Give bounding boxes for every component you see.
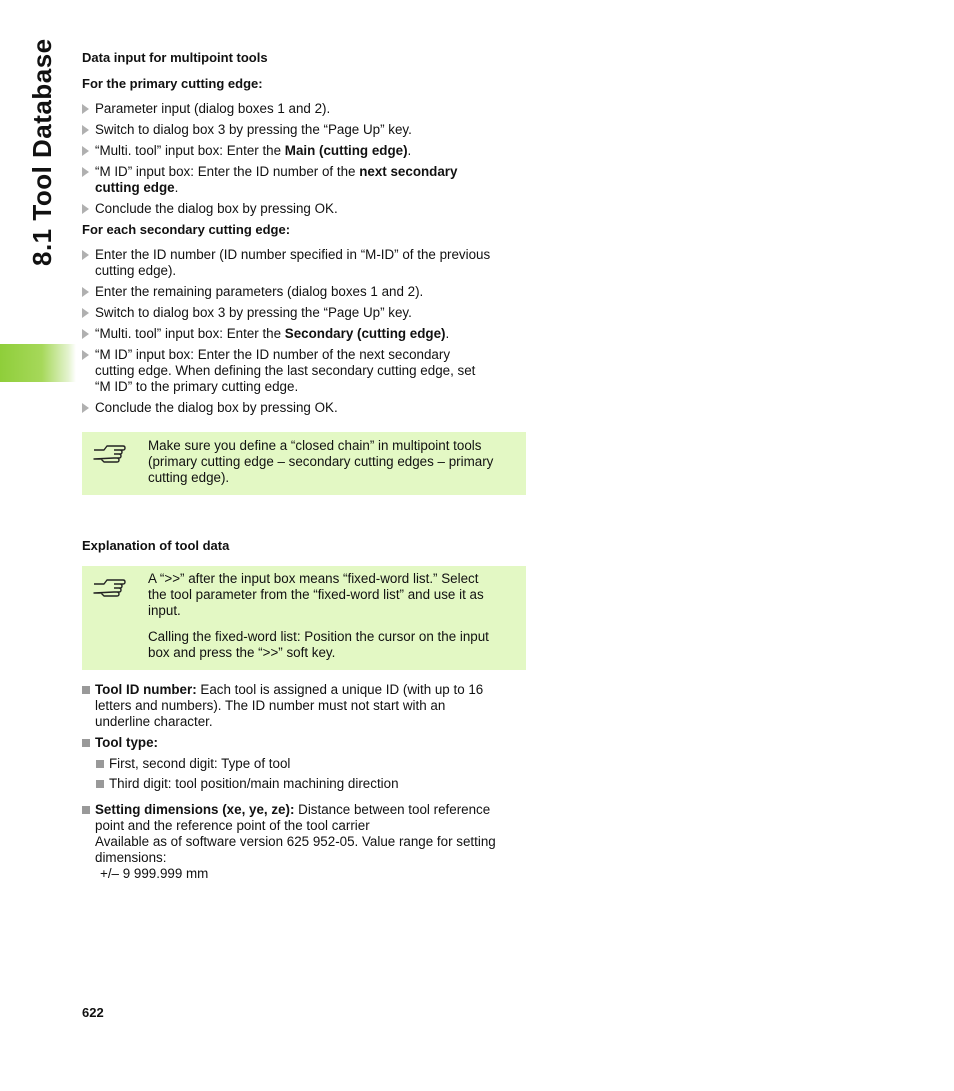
bullet-triangle-icon	[82, 125, 89, 135]
bullet-square-icon	[82, 686, 90, 694]
bullet-triangle-icon	[82, 329, 89, 339]
bullet-square-icon	[82, 739, 90, 747]
section-title-multipoint: Data input for multipoint tools	[82, 50, 268, 65]
bullet-square-icon	[96, 760, 104, 768]
side-chapter-title-text: 8.1 Tool Database	[27, 38, 57, 266]
section-title-explanation: Explanation of tool data	[82, 538, 230, 553]
bullet-square-icon	[82, 806, 90, 814]
side-chapter-title	[18, 38, 64, 270]
bullet-triangle-icon	[82, 146, 89, 156]
pointing-hand-icon	[92, 576, 126, 598]
note-box-closed-chain: Make sure you define a “closed chain” in multipoint tools (primary cutting edge – secondary cutting edges – primary cutting edge).	[82, 432, 526, 495]
primary-edge-heading: For the primary cutting edge:	[82, 76, 263, 91]
note-box-fixed-word-list: A “>>” after the input box means “fixed-word list.” Select the tool parameter from the “fixed-word list” and use it as input. Calling the fixed-word list: Position the cursor on the input box and press the “>>” soft key.	[82, 566, 526, 670]
page-number: 622	[82, 1005, 104, 1020]
pointing-hand-icon	[92, 442, 126, 464]
bullet-triangle-icon	[82, 167, 89, 177]
bullet-triangle-icon	[82, 308, 89, 318]
bullet-triangle-icon	[82, 204, 89, 214]
bullet-triangle-icon	[82, 287, 89, 297]
bullet-triangle-icon	[82, 350, 89, 360]
bullet-triangle-icon	[82, 250, 89, 260]
bullet-square-icon	[96, 780, 104, 788]
secondary-edge-heading: For each secondary cutting edge:	[82, 222, 291, 237]
bullet-triangle-icon	[82, 403, 89, 413]
bullet-triangle-icon	[82, 104, 89, 114]
chapter-tab-marker	[0, 344, 76, 382]
